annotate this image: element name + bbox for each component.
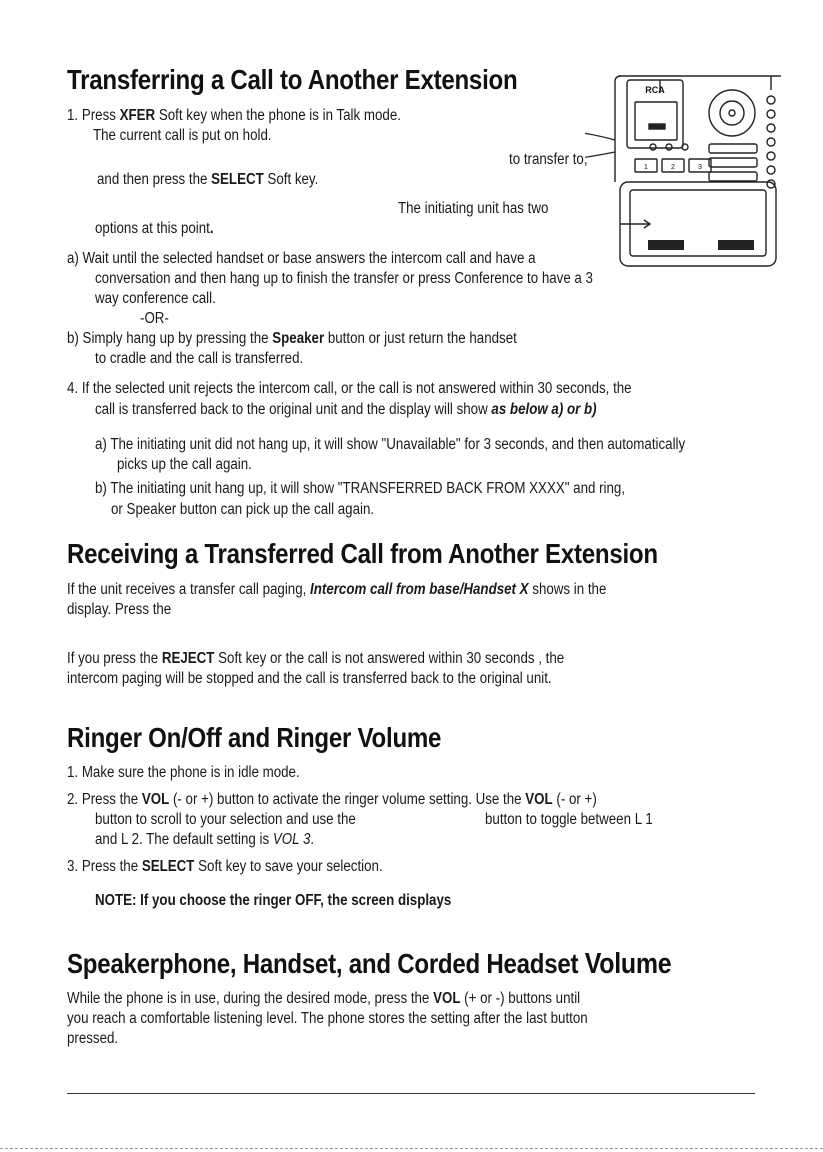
initiating-unit-text: The initiating unit has two <box>398 200 549 217</box>
section-title-volume <box>67 948 671 981</box>
volume-title-end: Volume <box>584 948 672 980</box>
result-a-line2: picks up the call again. <box>117 456 252 473</box>
step-4-line1: 4. If the selected unit rejects the intercom call, or the call is not answered within 30 seconds, the <box>67 380 632 397</box>
vol-label-3: VOL <box>433 990 461 1007</box>
ringer-step-2-line2b: button to toggle between L 1 <box>485 811 653 828</box>
receiving-line1 <box>67 581 606 599</box>
options-text: options at this point. <box>95 220 214 237</box>
key-3-label: 3 <box>698 164 702 171</box>
ringer-step-2-line3 <box>95 831 314 849</box>
ringer-step-2-line3-a: and L 2. The default setting is <box>95 831 270 848</box>
options-text-label: options at this point <box>95 220 210 237</box>
reject-line2: intercom paging will be stopped and the call is transferred back to the original unit. <box>67 670 552 687</box>
xfer-key-label: XFER <box>119 107 156 124</box>
footer-rule <box>67 1093 755 1094</box>
step-1-rest: Soft key when the phone is in Talk mode. <box>158 107 401 124</box>
section-title-transferring: Transferring a Call to Another Extension <box>67 64 518 95</box>
ringer-step-3-b: Soft key to save your selection. <box>198 858 383 875</box>
result-b-line2: or Speaker button can pick up the call again. <box>111 501 375 518</box>
page-edge-dashes <box>0 1148 823 1149</box>
receiving-line1-a: If the unit receives a transfer call paging, <box>67 581 307 598</box>
display-show-note: as below a) or b) <box>491 401 597 418</box>
softkey-left-block <box>648 240 684 250</box>
option-b-line1 <box>67 330 517 348</box>
ringer-note: NOTE: If you choose the ringer OFF, the screen displays <box>95 892 452 909</box>
select-line-b: Soft key. <box>267 171 319 188</box>
select-line-a: and then press the <box>97 171 208 188</box>
volume-line1-a: While the phone is in use, during the desired mode, press the <box>67 990 430 1007</box>
vol-label-1: VOL <box>141 791 170 808</box>
vol-label-2: VOL <box>525 791 553 808</box>
select-key-label-2: SELECT <box>141 858 195 875</box>
option-a-line3: way conference call. <box>95 290 216 307</box>
step-1-text: 1. Press <box>67 107 116 124</box>
step-4-line2-a: call is transferred back to the original unit and the display will show <box>95 401 488 418</box>
ringer-step-2-a: 2. Press the <box>67 791 139 808</box>
display-illustration <box>600 180 780 275</box>
result-b-line1: b) The initiating unit hang up, it will show "TRANSFERRED BACK FROM XXXX" and ring, <box>95 480 626 497</box>
reject-line1 <box>67 650 564 668</box>
volume-line2: you reach a comfortable listening level. The phone stores the setting after the last button <box>67 1010 588 1027</box>
ringer-step-1: 1. Make sure the phone is in idle mode. <box>67 764 300 781</box>
reject-key-label: REJECT <box>161 650 215 667</box>
ringer-step-3 <box>67 858 383 876</box>
speaker-label: Speaker <box>272 330 325 347</box>
ringer-step-2-b: (- or +) button to activate the ringer volume setting. Use the <box>172 791 522 808</box>
volume-line1 <box>67 990 580 1008</box>
ringer-step-2-line3-b: . <box>310 831 315 848</box>
or-separator: -OR- <box>140 310 169 327</box>
ringer-step-3-a: 3. Press the <box>67 858 139 875</box>
option-b-line1-b: button or just return the handset <box>327 330 517 347</box>
transfer-to-text: to transfer to, <box>509 151 588 168</box>
select-line <box>97 171 318 189</box>
softkey-right-block <box>718 240 754 250</box>
rca-logo: RCA <box>645 85 665 95</box>
reject-line1-a: If you press the <box>67 650 159 667</box>
result-a-line1: a) The initiating unit did not hang up, it will show "Unavailable" for 3 seconds, and then automatically <box>95 436 686 453</box>
volume-line3: pressed. <box>67 1030 119 1047</box>
step-4-line2 <box>95 401 597 419</box>
volume-line1-b: (+ or -) buttons until <box>464 990 581 1007</box>
volume-title-main: Speakerphone, Handset, and Corded Headset <box>67 948 579 979</box>
section-title-ringer: Ringer On/Off and Ringer Volume <box>67 722 442 753</box>
receiving-line1-b: shows in the <box>532 581 607 598</box>
option-a-line1: a) Wait until the selected handset or base answers the intercom call and have a <box>67 250 536 267</box>
ringer-step-2-c: (- or +) <box>556 791 597 808</box>
key-1-label: 1 <box>644 164 648 171</box>
option-b-line1-a: b) Simply hang up by pressing the <box>67 330 269 347</box>
select-key-label: SELECT <box>211 171 264 188</box>
hold-note: The current call is put on hold. <box>93 127 272 144</box>
receiving-line2: display. Press the <box>67 601 172 618</box>
reject-line1-b: Soft key or the call is not answered within 30 seconds , the <box>218 650 565 667</box>
option-b-line2: to cradle and the call is transferred. <box>95 350 304 367</box>
phone-base-drawing <box>585 76 781 188</box>
ringer-step-2-line2a: button to scroll to your selection and use the <box>95 811 356 828</box>
default-vol-value: VOL 3 <box>272 831 311 848</box>
ringer-step-2-line1 <box>67 791 597 809</box>
intercom-display-text: Intercom call from base/Handset X <box>310 581 529 598</box>
option-a-line2: conversation and then hang up to finish the transfer or press Conference to have a 3 <box>95 270 593 287</box>
step-1-line <box>67 107 401 125</box>
display-drawing <box>620 182 776 266</box>
key-2-label: 2 <box>671 164 675 171</box>
section-title-receiving: Receiving a Transferred Call from Another Extension <box>67 538 658 569</box>
